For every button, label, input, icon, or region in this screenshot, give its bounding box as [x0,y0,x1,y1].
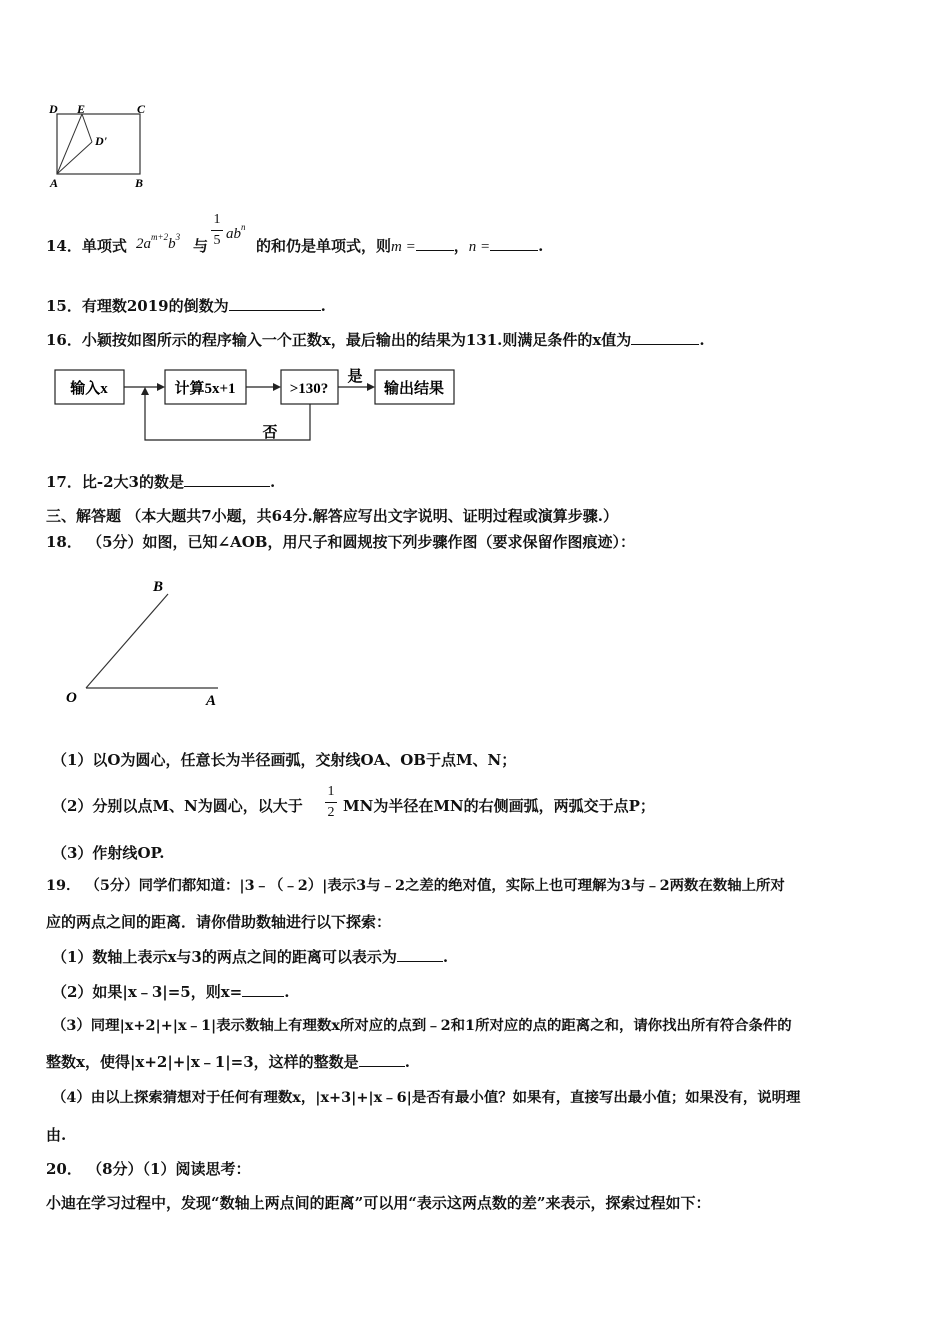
q14-tail [256,236,543,257]
q19-p1-blank[interactable] [397,947,443,962]
segment-ad-prime [57,142,92,174]
q18-fraction [325,784,337,821]
flow-no-label: 否 [262,425,278,441]
section-3-heading: 三、解答题 （本大题共7小题，共64分.解答应写出文字说明、证明过程或演算步骤.） [46,507,618,525]
q19-p1-text: （1）数轴上表示x与3的两点之间的距离可以表示为 [52,948,397,966]
question-20-header: 20． （8分）（1）阅读思考： [46,1160,251,1178]
q19-part-4-line-1: （4）由以上探索猜想对于任何有理数x，|x+3|+|x﹣6|是否有最小值？如果有，直接写出最小值；如果没有，说明理 [52,1089,801,1106]
flow-arrowhead-loop [141,387,149,395]
q18-step-1: （1）以O为圆心，任意长为半径画弧，交射线OA、OB于点M、N； [52,751,517,769]
q18-step-3: （3）作射线OP. [52,844,165,862]
question-15 [46,296,326,316]
q16-text: 小颖按如图所示的程序输入一个正数x，最后输出的结果为131.则满足条件的x值为 [81,331,632,349]
q18-step-2-post: MN为半径在MN的右侧画弧，两弧交于点P； [343,797,655,815]
q17-end: . [269,473,276,491]
flow-yes-label: 是 [347,369,363,385]
q18-step-2-pre: （2）分别以点M、N为圆心，以大于 [52,797,303,815]
q20-line-1: 小迪在学习过程中，发现“数轴上两点间的距离”可以用“表示这两点数的差”来表示，探索过程如下： [46,1194,711,1212]
label-e: E [77,102,86,116]
flow-input-label: 输入x [70,381,108,397]
q14-number: 14． [46,237,82,255]
q18-frac-den: 2 [327,805,335,820]
q19-part-4-line-2: 由. [46,1126,67,1144]
program-flowchart [50,362,470,444]
q14-frac-bar [211,230,223,231]
question-17 [46,472,275,492]
q19-line-2: 应的两点之间的距离．请你借助数轴进行以下探索： [46,913,392,931]
q19-p2-end: . [284,983,290,1001]
q19-p3-end: . [404,1053,410,1071]
q14-term2-ab: ab [226,226,241,242]
ray-ob [86,594,168,688]
q19-part-3-line-2 [46,1052,410,1072]
flow-arrowhead-yes [367,383,375,391]
q14-with: 与 [193,237,209,255]
q14-term1-exp: m+2 [151,232,169,242]
q14-n-blank[interactable] [490,236,538,251]
flow-compute-label: 计算5x+1 [174,381,236,397]
q15-blank[interactable] [229,296,321,311]
q14-term2-exp: n [241,222,246,232]
q14-m-blank[interactable] [416,236,454,251]
question-14 [46,236,127,256]
question-16 [46,330,705,350]
q17-text: 比-2大3的数是 [81,473,184,491]
q18-frac-num: 1 [327,784,335,799]
q14-mid: 的和仍是单项式，则 [256,237,392,255]
angle-label-a: A [206,693,217,709]
flow-arrowhead-1 [157,383,165,391]
q14-term1-coef: 2a [136,236,151,252]
rectangle-fold-figure [44,98,156,190]
question-18-header: 18． （5分）如图，已知∠AOB，用尺子和圆规按下列步骤作图（要求保留作图痕迹）： [46,533,635,551]
q19-p1-end: . [442,948,449,966]
q19-p2-text: （2）如果|x﹣3|=5，则x= [52,983,243,1001]
q14-term1 [136,234,180,253]
q14-m-eq: m = [391,239,416,255]
q14-term1-b-exp: 3 [175,232,181,242]
label-c: C [137,102,146,116]
angle-aob-figure [60,574,240,714]
q14-n-eq: n = [468,239,491,255]
label-b: B [135,176,144,190]
q19-part-1 [52,947,448,967]
flow-output-label: 输出结果 [383,381,445,397]
segment-ed-prime [82,114,92,142]
q14-fraction [211,212,223,249]
fold-line-ae [57,114,82,174]
q15-number: 15． [46,297,82,315]
q14-end: . [538,237,544,255]
flow-arrowhead-2 [273,383,281,391]
q14-term2 [226,224,246,243]
q15-text: 有理数2019的倒数为 [81,297,229,315]
q19-p2-blank[interactable] [242,982,284,997]
q14-term1-b: b [168,236,176,252]
q19-p3-text: 整数x，使得|x+2|+|x﹣1|=3，这样的整数是 [46,1053,359,1071]
q18-frac-bar [325,802,337,803]
q19-part-2 [52,982,289,1002]
flow-condition-label: >130? [289,381,329,397]
q19-part-3-line-1: （3）同理|x+2|+|x﹣1|表示数轴上有理数x所对应的点到﹣2和1所对应的点的距离之和，请你找出所有符合条件的 [52,1017,792,1034]
q17-number: 17． [46,473,82,491]
label-d-prime: D' [95,134,107,148]
q17-blank[interactable] [184,472,270,487]
q19-p3-blank[interactable] [359,1052,405,1067]
q16-end: . [699,331,705,349]
q14-pre: 单项式 [81,237,127,255]
q16-blank[interactable] [631,330,699,345]
q16-number: 16． [46,331,82,349]
q19-line-1: 19． （5分）同学们都知道：|3﹣（﹣2）|表示3与﹣2之差的绝对值，实际上也可理解为3与﹣2两数在数轴上所对 [46,877,785,894]
q14-frac-den: 5 [213,233,221,248]
label-d: D [49,102,58,116]
q15-end: . [320,297,326,315]
angle-label-o: O [66,690,77,706]
label-a: A [50,176,59,190]
angle-label-b: B [153,579,164,595]
q14-frac-num: 1 [213,212,221,227]
q14-comma: ， [453,237,469,255]
